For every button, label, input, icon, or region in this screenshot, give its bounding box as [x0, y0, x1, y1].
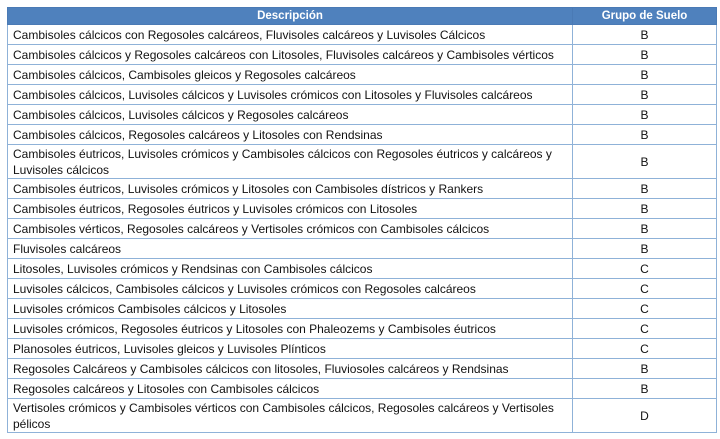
- table-row: [8, 279, 717, 299]
- cell-soil-group: B: [573, 145, 717, 179]
- header-description: Descripción: [8, 8, 573, 25]
- table-row: [8, 65, 717, 85]
- cell-soil-group: D: [573, 399, 717, 433]
- cell-description: Cambisoles cálcicos, Cambisoles gleicos y Regosoles calcáreos: [8, 65, 573, 85]
- cell-soil-group: B: [573, 65, 717, 85]
- cell-description: Cambisoles éutricos, Luvisoles crómicos y Litosoles con Cambisoles dístricos y Rankers: [8, 179, 573, 199]
- cell-soil-group: B: [573, 219, 717, 239]
- cell-description: Cambisoles vérticos, Regosoles calcáreos y Vertisoles crómicos con Cambisoles cálcicos: [8, 219, 573, 239]
- cell-soil-group: C: [573, 339, 717, 359]
- cell-description: Cambisoles éutricos, Regosoles éutricos y Luvisoles crómicos con Litosoles: [8, 199, 573, 219]
- table-row: [8, 199, 717, 219]
- table-row: [8, 319, 717, 339]
- cell-description: Cambisoles cálcicos, Regosoles calcáreos y Litosoles con Rendsinas: [8, 125, 573, 145]
- table-row: [8, 399, 717, 433]
- table-row: [8, 339, 717, 359]
- cell-soil-group: C: [573, 259, 717, 279]
- cell-description: Regosoles calcáreos y Litosoles con Cambisoles cálcicos: [8, 379, 573, 399]
- table-row: [8, 25, 717, 45]
- header-row: [8, 8, 717, 25]
- cell-description: Cambisoles cálcicos y Regosoles calcáreos con Litosoles, Fluvisoles calcáreos y Cambisoles vérticos: [8, 45, 573, 65]
- table-row: [8, 45, 717, 65]
- soil-group-table: [7, 7, 717, 433]
- cell-description: Cambisoles éutricos, Luvisoles crómicos y Cambisoles cálcicos con Regosoles éutricos y calcáreos y Luvisoles cálcicos: [8, 145, 573, 179]
- cell-soil-group: C: [573, 279, 717, 299]
- cell-soil-group: B: [573, 45, 717, 65]
- cell-soil-group: B: [573, 239, 717, 259]
- cell-soil-group: B: [573, 179, 717, 199]
- cell-description: Luvisoles crómicos Cambisoles cálcicos y Litosoles: [8, 299, 573, 319]
- cell-soil-group: B: [573, 379, 717, 399]
- cell-soil-group: B: [573, 25, 717, 45]
- cell-description: Cambisoles cálcicos, Luvisoles cálcicos y Regosoles calcáreos: [8, 105, 573, 125]
- table-row: [8, 239, 717, 259]
- cell-description: Cambisoles cálcicos, Luvisoles cálcicos y Luvisoles crómicos con Litosoles y Fluvisoles calcáreos: [8, 85, 573, 105]
- header-soil-group: Grupo de Suelo: [573, 8, 717, 25]
- table-row: [8, 299, 717, 319]
- cell-description: Luvisoles crómicos, Regosoles éutricos y Litosoles con Phaleozems y Cambisoles éutricos: [8, 319, 573, 339]
- table-row: [8, 105, 717, 125]
- table-row: [8, 219, 717, 239]
- cell-description: Luvisoles cálcicos, Cambisoles cálcicos y Luvisoles crómicos con Regosoles calcáreos: [8, 279, 573, 299]
- cell-description: Fluvisoles calcáreos: [8, 239, 573, 259]
- table-row: [8, 359, 717, 379]
- cell-description: Planosoles éutricos, Luvisoles gleicos y Luvisoles Plínticos: [8, 339, 573, 359]
- cell-soil-group: B: [573, 359, 717, 379]
- cell-description: Cambisoles cálcicos con Regosoles calcáreos, Fluvisoles calcáreos y Luvisoles Cálcicos: [8, 25, 573, 45]
- cell-description: Regosoles Calcáreos y Cambisoles cálcicos con litosoles, Fluviosoles calcáreos y Rendsinas: [8, 359, 573, 379]
- cell-soil-group: C: [573, 299, 717, 319]
- cell-soil-group: B: [573, 125, 717, 145]
- table-row: [8, 85, 717, 105]
- cell-soil-group: B: [573, 105, 717, 125]
- cell-soil-group: C: [573, 319, 717, 339]
- cell-soil-group: B: [573, 199, 717, 219]
- table-row: [8, 179, 717, 199]
- table-row: [8, 259, 717, 279]
- cell-description: Vertisoles crómicos y Cambisoles vérticos con Cambisoles cálcicos, Regosoles calcáreos y Vertisoles pélicos: [8, 399, 573, 433]
- cell-soil-group: B: [573, 85, 717, 105]
- table-row: [8, 145, 717, 179]
- table-row: [8, 125, 717, 145]
- table-row: [8, 379, 717, 399]
- cell-description: Litosoles, Luvisoles crómicos y Rendsinas con Cambisoles cálcicos: [8, 259, 573, 279]
